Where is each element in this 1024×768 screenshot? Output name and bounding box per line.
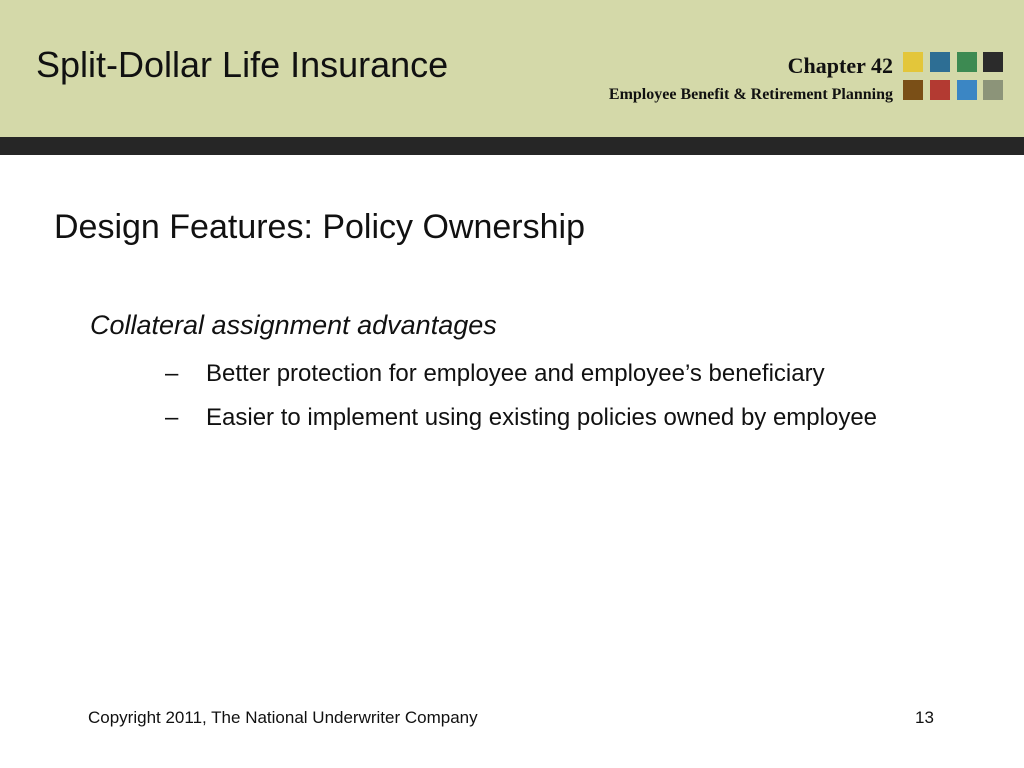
slide-subheading: Collateral assignment advantages xyxy=(90,310,497,340)
header-divider-bar xyxy=(0,137,1024,155)
color-swatch xyxy=(903,52,923,72)
bullet-item xyxy=(165,357,886,391)
color-swatch xyxy=(903,80,923,100)
bullet-text: Easier to implement using existing policies owned by employee xyxy=(206,404,878,431)
dash-marker: – xyxy=(165,404,179,431)
book-title: Employee Benefit & Retirement Planning xyxy=(608,86,893,103)
slide-heading: Design Features: Policy Ownership xyxy=(54,208,586,246)
color-swatch xyxy=(957,52,977,72)
color-swatch xyxy=(930,80,950,100)
page-number: 13 xyxy=(915,708,934,727)
copyright-notice: Copyright 2011, The National Underwriter Company xyxy=(88,708,478,727)
deck-title: Split-Dollar Life Insurance xyxy=(36,44,449,85)
dash-marker: – xyxy=(165,360,179,387)
bullet-item xyxy=(165,401,886,435)
bullet-text: Better protection for employee and employee’s beneficiary xyxy=(206,360,825,387)
color-swatch xyxy=(930,52,950,72)
chapter-label: Chapter 42 xyxy=(787,53,893,78)
color-swatch xyxy=(983,52,1003,72)
color-swatch xyxy=(957,80,977,100)
bullet-list xyxy=(165,357,886,445)
color-swatch xyxy=(983,80,1003,100)
